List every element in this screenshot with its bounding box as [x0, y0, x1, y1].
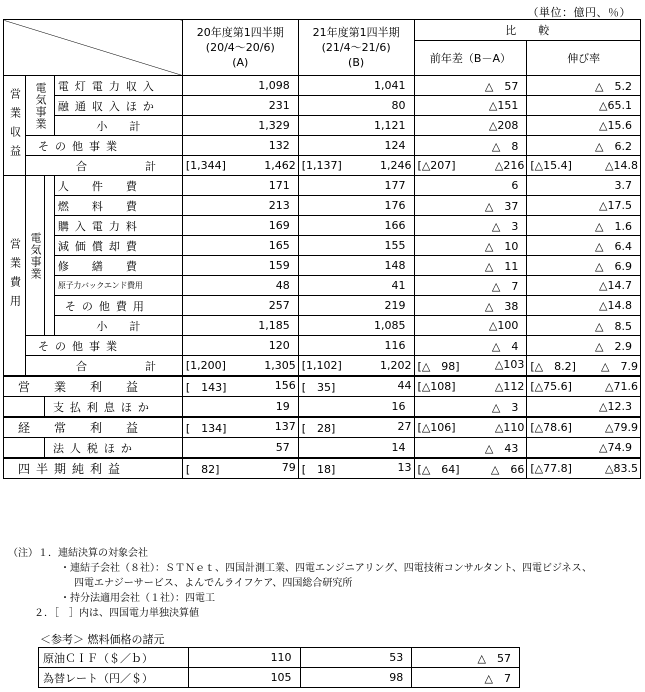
- value: △216: [494, 159, 525, 172]
- cell-b: 1,085: [298, 316, 414, 336]
- row-label: 燃 料 費: [54, 196, 182, 216]
- rate-header: 伸び率: [527, 41, 641, 76]
- value: △ 66: [490, 462, 525, 476]
- cell-diff: [414, 356, 527, 377]
- table-row: [4, 216, 641, 236]
- value: 27: [397, 419, 412, 433]
- revenue-sub-label: 電気事業: [25, 76, 54, 136]
- bracket-value: [△ 98]: [417, 359, 460, 373]
- cell-b: 116: [298, 336, 414, 356]
- col-a-tag: (A): [232, 56, 249, 69]
- diff-header: 前年差（B－A）: [414, 41, 527, 76]
- cell-rate: △ 1.6: [527, 216, 641, 236]
- table-row: [4, 276, 641, 296]
- col-a-header: [182, 20, 298, 76]
- cell-rate: △17.5: [527, 196, 641, 216]
- row-label: 原子力バックエンド費用: [54, 276, 182, 296]
- cell-rate: △14.7: [527, 276, 641, 296]
- cell-diff: △ 57: [414, 76, 527, 96]
- cell-rate: △74.9: [527, 438, 641, 459]
- cell-diff: △208: [414, 116, 527, 136]
- cell-rate: △ 6.2: [527, 136, 641, 156]
- row-label: 法人税ほか: [44, 438, 182, 459]
- value: △79.9: [605, 421, 638, 434]
- cell-b: 14: [298, 438, 414, 459]
- spacer-cell: [44, 176, 54, 336]
- col-a-title: 20年度第1四半期: [196, 26, 284, 39]
- cell-diff: [414, 417, 527, 438]
- value: 156: [274, 378, 296, 392]
- cell-b: 166: [298, 216, 414, 236]
- cell-rate: [527, 417, 641, 438]
- cell-a: [182, 356, 298, 377]
- reference-table: [38, 647, 520, 688]
- cell-diff: [414, 376, 527, 397]
- cell-a: 120: [182, 336, 298, 356]
- table-row: [4, 296, 641, 316]
- cell-b: 177: [298, 176, 414, 196]
- cell-rate: △ 5.2: [527, 76, 641, 96]
- cell-diff: △ 43: [414, 438, 527, 459]
- row-label: 修 繕 費: [54, 256, 182, 276]
- cell-rate: △ 6.4: [527, 236, 641, 256]
- value: 1,462: [264, 159, 296, 172]
- cell-rate: △ 2.9: [527, 336, 641, 356]
- table-row: [4, 76, 641, 96]
- value: 137: [274, 419, 296, 433]
- table-row: [4, 336, 641, 356]
- row-label: 経 常 利 益: [4, 417, 183, 438]
- bracket-value: [ 35]: [301, 380, 336, 394]
- bracket-value: [1,200]: [185, 359, 226, 372]
- table-row: [4, 256, 641, 276]
- cell-rate: △ 8.5: [527, 316, 641, 336]
- bracket-value: [△ 8.2]: [530, 359, 576, 373]
- cell-a: [182, 376, 298, 397]
- cell-diff: △ 11: [414, 256, 527, 276]
- bracket-value: [1,344]: [185, 159, 226, 172]
- cell-b: 124: [298, 136, 414, 156]
- bracket-value: [1,137]: [301, 159, 342, 172]
- cell-diff: △ 7: [414, 276, 527, 296]
- table-row: [4, 438, 641, 459]
- row-label: 電灯電力収入: [54, 76, 182, 96]
- cell-rate: 3.7: [527, 176, 641, 196]
- indent-cell: [4, 397, 45, 418]
- row-label: 小 計: [54, 316, 182, 336]
- cell-rate: [527, 156, 641, 176]
- cell-diff: △ 4: [414, 336, 527, 356]
- table-row: [4, 356, 641, 377]
- table-row: [4, 458, 641, 479]
- cell-a: 165: [182, 236, 298, 256]
- compare-header: 比 較: [414, 20, 640, 41]
- table-row: [4, 176, 641, 196]
- cell-b: 219: [298, 296, 414, 316]
- cell-b: 41: [298, 276, 414, 296]
- cell-b: [298, 156, 414, 176]
- expense-group-label: 営業費用: [4, 176, 26, 377]
- cell-diff: △ 37: [414, 196, 527, 216]
- bracket-value: [△75.6]: [530, 380, 572, 393]
- cell-a: 231: [182, 96, 298, 116]
- cell-a: 1,098: [182, 76, 298, 96]
- table-row: [4, 316, 641, 336]
- cell-b: 1,121: [298, 116, 414, 136]
- cell-a: 110: [188, 648, 300, 668]
- col-a-period: (20/4～20/6): [205, 41, 275, 54]
- cell-a: 169: [182, 216, 298, 236]
- bracket-value: [ 28]: [301, 421, 336, 435]
- bracket-value: [ 18]: [301, 462, 336, 476]
- cell-rate: [527, 356, 641, 377]
- cell-a: 132: [182, 136, 298, 156]
- cell-b: 53: [300, 648, 412, 668]
- col-b-title: 21年度第1四半期: [312, 26, 400, 39]
- bracket-value: [△106]: [417, 421, 456, 434]
- table-row: [4, 136, 641, 156]
- reference-title: ＜参考＞ 燃料価格の諸元: [40, 633, 165, 646]
- value: 1,246: [380, 159, 412, 172]
- value: △14.8: [605, 159, 638, 172]
- row-label: 為替レート（円／＄）: [39, 668, 189, 688]
- cell-a: [182, 156, 298, 176]
- expense-sub-label: 電気事業: [25, 176, 44, 336]
- cell-a: [182, 458, 298, 479]
- note-1b: 四電エナジーサービス、よんでんライフケア、四国総合研究所: [74, 578, 353, 589]
- bracket-value: [△77.8]: [530, 462, 572, 475]
- bracket-value: [ 143]: [185, 380, 227, 394]
- cell-b: 176: [298, 196, 414, 216]
- row-label: 支払利息ほか: [44, 397, 182, 418]
- revenue-group-label: 営業収益: [4, 76, 26, 176]
- table-row: [4, 116, 641, 136]
- table-row: [39, 668, 520, 688]
- value: 13: [397, 460, 412, 474]
- table-row: [39, 648, 520, 668]
- row-label: 小 計: [54, 116, 182, 136]
- row-label: 購入電力料: [54, 216, 182, 236]
- cell-a: 159: [182, 256, 298, 276]
- value: 1,202: [380, 359, 412, 372]
- cell-diff: △ 38: [414, 296, 527, 316]
- unit-note: （単位：億円、％）: [527, 6, 631, 19]
- cell-diff: 6: [414, 176, 527, 196]
- col-b-tag: (B): [348, 56, 365, 69]
- row-label: その他事業: [25, 136, 182, 156]
- row-label: 営 業 利 益: [4, 376, 183, 397]
- value: △112: [494, 380, 525, 393]
- cell-b: 1,041: [298, 76, 414, 96]
- table-row: [4, 156, 641, 176]
- cell-a: 171: [182, 176, 298, 196]
- value: △71.6: [605, 380, 638, 393]
- cell-b: [298, 356, 414, 377]
- cell-diff: △ 3: [414, 216, 527, 236]
- cell-b: 155: [298, 236, 414, 256]
- cell-a: 1,329: [182, 116, 298, 136]
- bracket-value: [△108]: [417, 380, 456, 393]
- note-2: ２．［ ］内は、四国電力単独決算値: [34, 608, 199, 619]
- col-b-header: [298, 20, 414, 76]
- value: △103: [494, 357, 525, 371]
- cell-diff: △ 8: [414, 136, 527, 156]
- cell-a: 57: [182, 438, 298, 459]
- cell-diff: △100: [414, 316, 527, 336]
- bracket-value: [△207]: [417, 159, 456, 172]
- cell-diff: △ 10: [414, 236, 527, 256]
- table-row: [4, 96, 641, 116]
- cell-rate: △12.3: [527, 397, 641, 418]
- row-label: その他費用: [54, 296, 182, 316]
- row-label: 減価償却費: [54, 236, 182, 256]
- row-label: 合 計: [25, 356, 182, 377]
- table-row: [4, 196, 641, 216]
- cell-b: 80: [298, 96, 414, 116]
- cell-diff: △ 57: [412, 648, 520, 668]
- row-label: 融通収入ほか: [54, 96, 182, 116]
- cell-rate: △15.6: [527, 116, 641, 136]
- cell-diff: [414, 156, 527, 176]
- cell-b: [298, 376, 414, 397]
- bracket-value: [1,102]: [301, 359, 342, 372]
- indent-cell: [4, 438, 45, 459]
- note-1c: ・持分法適用会社（１社）：四電工: [60, 593, 215, 604]
- footnotes: [8, 546, 592, 621]
- cell-rate: △14.8: [527, 296, 641, 316]
- table-row: [4, 417, 641, 438]
- bracket-value: [ 82]: [185, 462, 220, 476]
- col-b-period: (21/4～21/6): [321, 41, 391, 54]
- cell-a: [182, 417, 298, 438]
- bracket-value: [△78.6]: [530, 421, 572, 434]
- cell-diff: △151: [414, 96, 527, 116]
- value: 1,305: [264, 359, 296, 372]
- table-row: [4, 236, 641, 256]
- row-label: 人 件 費: [54, 176, 182, 196]
- value: 79: [281, 460, 296, 474]
- cell-rate: △65.1: [527, 96, 641, 116]
- cell-a: 48: [182, 276, 298, 296]
- value: △ 7.9: [601, 359, 638, 373]
- row-label: 合 計: [25, 156, 182, 176]
- bracket-value: [△ 64]: [417, 462, 460, 476]
- cell-a: 19: [182, 397, 298, 418]
- cell-rate: [527, 458, 641, 479]
- cell-diff: [414, 458, 527, 479]
- header-row: [4, 20, 641, 41]
- cell-b: 98: [300, 668, 412, 688]
- row-label: 四半期純利益: [4, 458, 183, 479]
- cell-b: 148: [298, 256, 414, 276]
- value: 44: [397, 378, 412, 392]
- cell-a: 213: [182, 196, 298, 216]
- table-row: [4, 376, 641, 397]
- cell-b: [298, 458, 414, 479]
- cell-a: 105: [188, 668, 300, 688]
- cell-diff: △ 3: [414, 397, 527, 418]
- cell-a: 257: [182, 296, 298, 316]
- cell-rate: [527, 376, 641, 397]
- bracket-value: [ 134]: [185, 421, 227, 435]
- note-1a: ・連結子会社（８社）：ＳＴＮｅｔ、四国計測工業、四電エンジニアリング、四電技術コンサルタント、四電ビジネス、: [60, 563, 592, 574]
- row-label: その他事業: [25, 336, 182, 356]
- bracket-value: [△15.4]: [530, 159, 572, 172]
- financial-table: [3, 19, 641, 479]
- cell-diff: △ 7: [412, 668, 520, 688]
- table-row: [4, 397, 641, 418]
- row-label: 原油ＣＩＦ（＄／ｂ）: [39, 648, 189, 668]
- cell-a: 1,185: [182, 316, 298, 336]
- cell-b: 16: [298, 397, 414, 418]
- value: △110: [494, 421, 525, 434]
- value: △83.5: [605, 462, 638, 475]
- corner-cell: [4, 20, 183, 76]
- cell-rate: △ 6.9: [527, 256, 641, 276]
- note-1: （注）１．連結決算の対象会社: [8, 548, 148, 559]
- cell-b: [298, 417, 414, 438]
